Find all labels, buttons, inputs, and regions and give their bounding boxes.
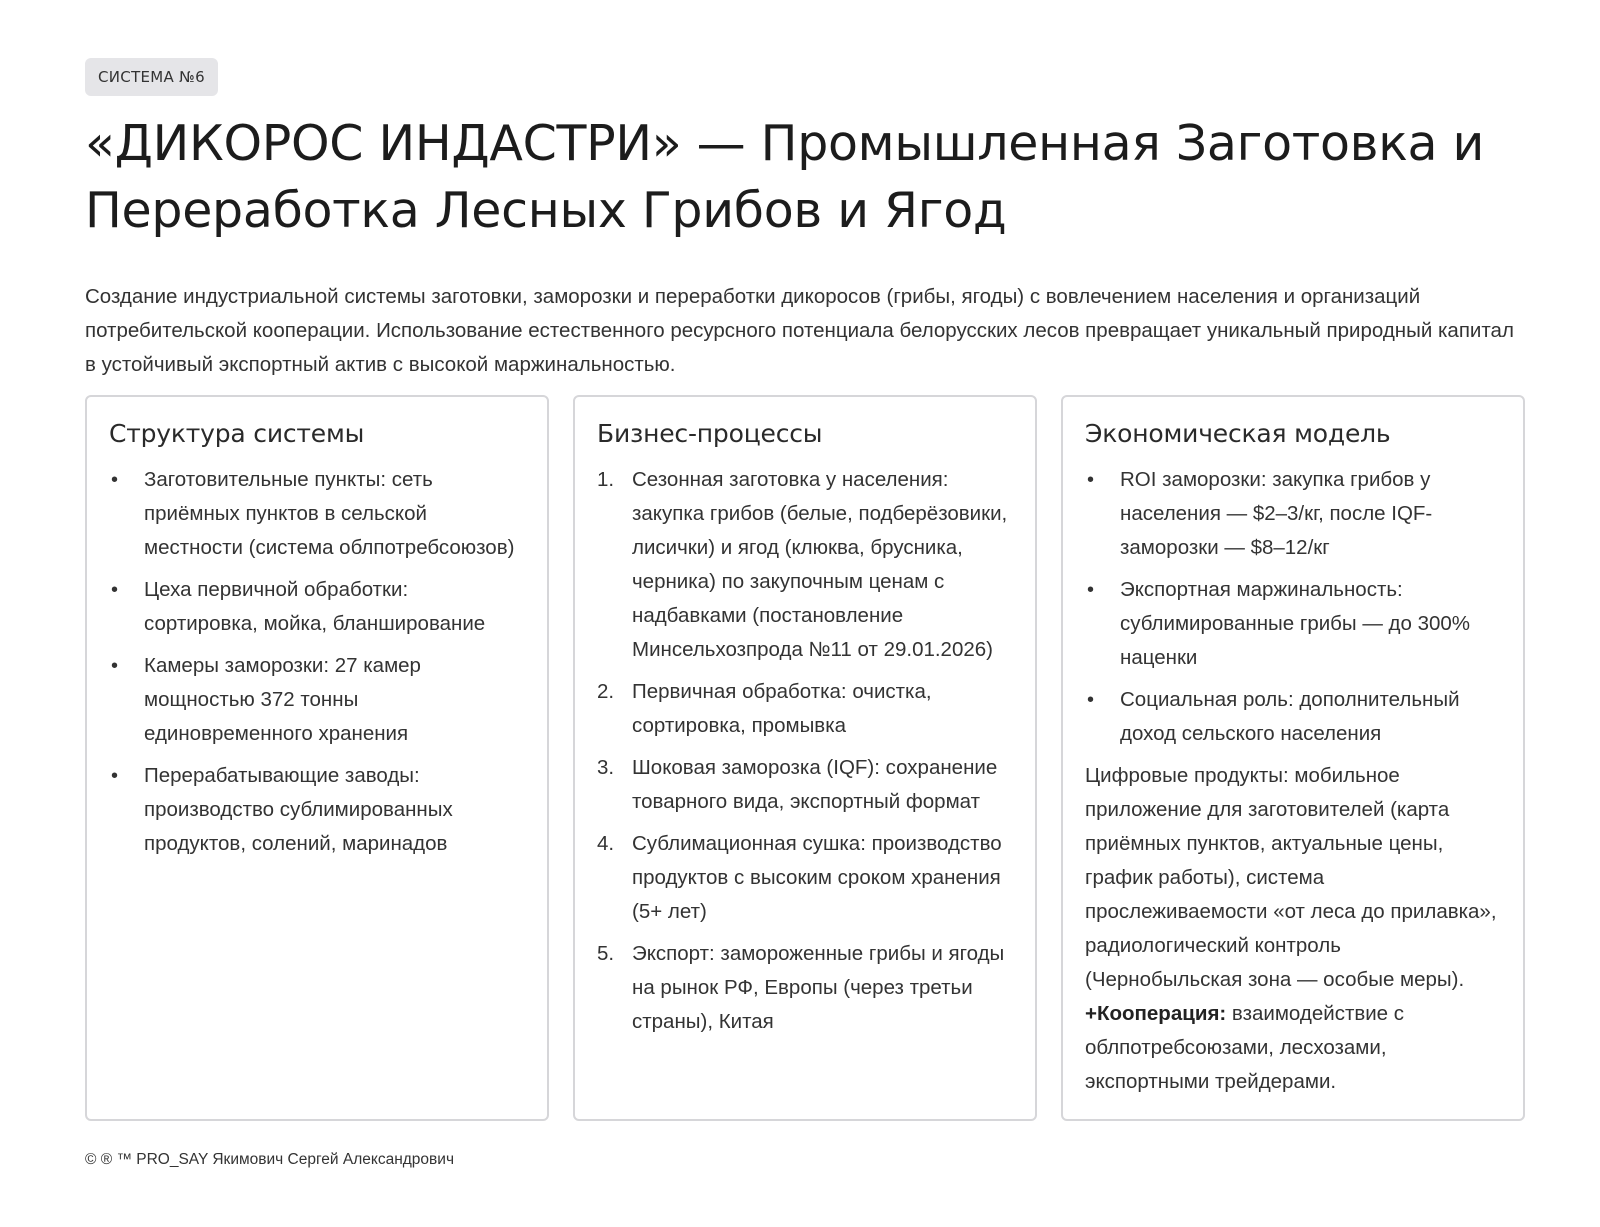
list-number: 3. <box>597 756 615 779</box>
list-item-text: Первичная обработка: очистка, сортировка, промывка <box>632 680 932 737</box>
card-structure <box>85 395 549 1121</box>
card-economic-model <box>1061 395 1525 1121</box>
list-item <box>597 751 1013 819</box>
list-item <box>109 649 525 751</box>
list-item <box>109 573 525 641</box>
list-item-text: Сезонная заготовка у населения: закупка грибов (белые, подберёзовики, лисички) и ягод (клюква, брусника, черника) по закупочным ценам с надбавками (постановление Минсельхозпрода №11 от 29.01.2026) <box>632 468 1008 661</box>
list-item-text: Цеха первичной обработки: сортировка, мойка, бланширование <box>144 578 486 635</box>
intro-paragraph: Создание индустриальной системы заготовки, заморозки и переработки дикоросов (грибы, ягоды) с вовлечением населения и организаций потребительской кооперации. Использование естественного ресурсного потенциала белорусских лесов превращает уникальный природный капитал в устойчивый экспортный актив с высокой маржинальностью. <box>85 285 1514 376</box>
list-item <box>597 937 1013 1039</box>
page <box>85 58 1525 1093</box>
list-number: 5. <box>597 942 615 965</box>
bullet-icon: • <box>111 655 119 677</box>
list-number: 1. <box>597 468 615 491</box>
list-item-text: Камеры заморозки: 27 камер мощностью 372 тонны единовременного хранения <box>144 654 421 745</box>
list-item-text: Заготовительные пункты: сеть приёмных пунктов в сельской местности (система облпотребсоюзов) <box>144 468 515 559</box>
list-item-text: Перерабатывающие заводы: производство сублимированных продуктов, солений, маринадов <box>144 764 453 855</box>
footer-copyright: © ® ™ PRO_SAY Якимович Сергей Александрович <box>85 1151 455 1168</box>
list-item <box>597 675 1013 743</box>
list-item <box>1085 463 1501 565</box>
bullet-icon: • <box>111 579 119 601</box>
bullet-icon: • <box>1087 469 1095 491</box>
bullet-icon: • <box>1087 689 1095 711</box>
system-badge: СИСТЕМА №6 <box>85 58 218 96</box>
cooperation-text: взаимодействие с облпотребсоюзами, лесхозами, экспортными трейдерами. <box>1085 1002 1405 1093</box>
card-title: Структура системы <box>109 419 365 448</box>
list-item <box>597 827 1013 929</box>
list-number: 4. <box>597 832 615 855</box>
list-item-text: Экспорт: замороженные грибы и ягоды на рынок РФ, Европы (через третьи страны), Китая <box>632 942 1005 1033</box>
list-item-text: Социальная роль: дополнительный доход сельского населения <box>1120 688 1460 745</box>
list-number: 2. <box>597 680 615 703</box>
economics-list <box>1085 463 1501 751</box>
digital-products-text: Цифровые продукты: мобильное приложение для заготовителей (карта приёмных пунктов, актуальные цены, график работы), система прослеживаемости «от леса до прилавка», радиологический контроль (Чернобыльская зона — особые меры). <box>1085 764 1497 991</box>
list-item-text: Экспортная маржинальность: сублимированные грибы — до 300% наценки <box>1120 578 1471 669</box>
card-business-processes <box>573 395 1037 1121</box>
list-item-text: ROI заморозки: закупка грибов у населения — $2–3/кг, после IQF-заморозки — $8–12/кг <box>1120 468 1433 559</box>
structure-list <box>109 463 525 861</box>
list-item <box>1085 683 1501 751</box>
list-item <box>597 463 1013 667</box>
page-title: «ДИКОРОС ИНДАСТРИ» — Промышленная Заготовка и Переработка Лесных Грибов и Ягод <box>85 115 1485 239</box>
bullet-icon: • <box>111 469 119 491</box>
list-item <box>109 463 525 565</box>
bullet-icon: • <box>111 765 119 787</box>
cooperation-label: +Кооперация: <box>1085 1002 1227 1025</box>
bullet-icon: • <box>1087 579 1095 601</box>
list-item-text: Сублимационная сушка: производство продуктов с высоким сроком хранения (5+ лет) <box>632 832 1002 923</box>
process-list <box>597 463 1013 1039</box>
list-item-text: Шоковая заморозка (IQF): сохранение товарного вида, экспортный формат <box>632 756 998 813</box>
list-item <box>1085 573 1501 675</box>
cards-row <box>85 395 1525 1121</box>
card-title: Бизнес-процессы <box>597 419 823 448</box>
card-title: Экономическая модель <box>1085 419 1391 448</box>
digital-products-paragraph <box>1085 759 1501 1099</box>
list-item <box>109 759 525 861</box>
